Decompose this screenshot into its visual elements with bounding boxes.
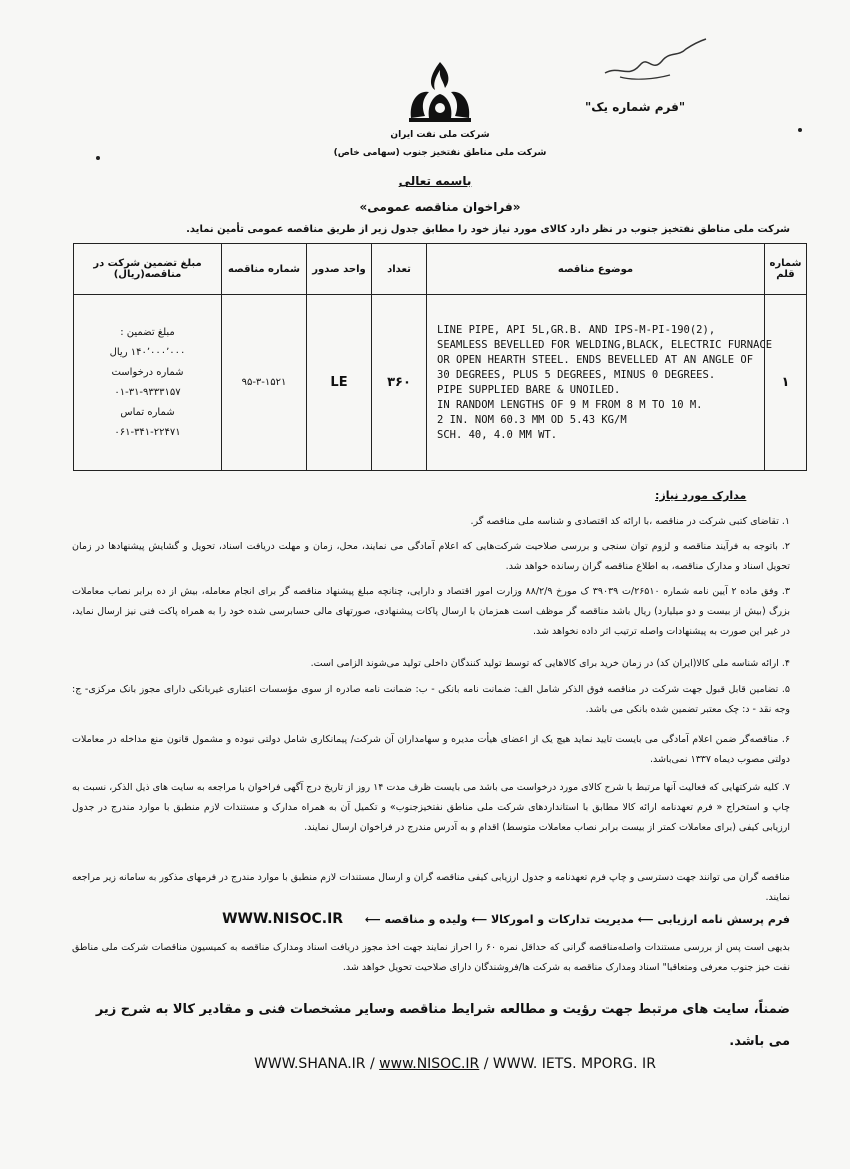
cell-subject [427,295,773,471]
company-name: شرکت ملی نفت ایران [390,130,490,140]
path-arrow-icon: ⟵ [637,913,654,926]
documents-title: مدارک مورد نیاز: [655,489,747,502]
document-item-3: ۳. وفق ماده ۲ آیین نامه شماره ۲۶۵۱۰/ت ۳۹۰۳۹ ک مورخ ۸۸/۲/۹ وزارت امور اقتصاد و دارایی، چنانچه مبلغ پیشنهاد مناقصه گر برای انجام معامله، بیش از ده برابر نصاب معاملات بزرگ (بیش از بیست و دو میلیارد) ریال باشد مناقصه گر موظف است همزمان با ارسال پاکات پیشنهادی، صورتهای مالی حسابرسی شده خود را به همراه پاکت فنی نیز ارسال نماید، در غیر این صورت به پیشنهادات واصله ترتیب اثر داده نخواهد شد. [72,586,790,637]
document-item-5: ۵. تضامین قابل قبول جهت شرکت در مناقصه فوق الذکر شامل الف: ضمانت نامه بانکی - ب: ضمانت نامه صادره از سوی مؤسسات اعتباری غیربانکی دارای مجوز بانک مرکزی- ج: وجه نقد - د: چک معتبر تضمین شده بانکی می باشد. [72,684,790,715]
navigation-path [150,911,790,927]
document-item-8: مناقصه گران می توانند جهت دسترسی و چاپ فرم تعهدنامه و جدول ارزیابی کیفی مناقصه گران و ارسال مستندات لازم منطبق با موارد مندرج در فرمهای مذکور به سامانه زیر مراجعه نمایند. [72,872,790,903]
request-label: شماره درخواست [111,366,184,378]
page-title: «فراخوان مناقصه عمومی» [359,200,521,214]
path-part-1: فرم پرسش نامه ارزیابی [657,913,790,926]
bismillah-heading: باسمه تعالی [398,174,472,188]
intro-text: شرکت ملی مناطق نفتخیز جنوب در نظر دارد کالای مورد نیاز خود را مطابق جدول زیر از طریق مناقصه عمومی تأمین نماید. [186,224,790,235]
header-row-no: شماره قلم [765,244,807,295]
path-arrow-icon: ⟵ [471,913,488,926]
header-guarantee: مبلغ تضمین شرکت در مناقصه(ریال) [74,244,222,295]
path-arrow-icon: ⟵ [364,913,381,926]
path-part-2: مدیریت تدارکات و امورکالا [490,913,634,926]
company-subtitle: شرکت ملی مناطق نفتخیز جنوب (سهامی خاص) [333,148,547,158]
nisoc-site-link[interactable]: WWW.NISOC.IR [222,911,344,927]
subject-line: SCH. 40, 4.0 MM WT. [437,428,558,441]
guarantee-label: مبلغ تضمین : [120,326,175,338]
cell-qty: ۳۶۰ [372,295,427,471]
cell-row-no: ۱ [765,295,807,471]
shana-site-link[interactable]: WWW.SHANA.IR [254,1056,366,1072]
table-header-row [74,244,807,295]
tender-table [73,243,807,471]
nisoc-footer-link[interactable]: www.NISOC.IR [379,1056,480,1072]
subject-line: SEAMLESS BEVELLED FOR WELDING,BLACK, ELECTRIC FURNACE [437,338,773,351]
cell-unit: LE [307,295,372,471]
footer-sites [195,1056,715,1072]
scan-dot [96,156,100,160]
header-subject: موضوع مناقصه [427,244,765,295]
nioc-flame-logo [405,60,475,124]
footer-separator: / [370,1056,380,1072]
path-part-3: ولیده و مناقصه [384,913,468,926]
cell-guarantee [74,295,222,471]
subject-line: 2 IN. NOM 60.3 MM OD 5.43 KG/M [437,413,627,426]
document-item-2: ۲. باتوجه به فرآیند مناقصه و لزوم توان سنجی و بررسی صلاحیت شرکت‌هایی که اعلام آمادگی می نمایند، محل، زمان و مهلت دریافت اسناد، تحویل و گشایش پیشنهادها در زمان تحویل اسناد و مدارک مناقصه، به اطلاع مناقصه گران رسانده خواهد شد. [72,541,790,572]
request-value: ۰۱-۳۱-۹۳۳۳۱۵۷ [114,386,181,398]
header-qty: تعداد [372,244,427,295]
document-item-7: ۷. کلیه شرکتهایی که فعالیت آنها مرتبط با شرح کالای مورد درخواست می باشد می بایست ظرف مدت ۱۴ روز از تاریخ درج آگهی فراخوان با مراجعه به سایت های ذیل الذکر، نسبت به چاپ و استخراج « فرم تعهدنامه ارائه کالا مطابق با استانداردهای شرکت ملی مناطق نفتخیزجنوب» و تکمیل آن به همراه مدارک و مستندات لازم منطبق با موارد مندرج در جدول ارزیابی کیفی (برای معاملات کمتر از بیست برابر نصاب معاملات متوسط) اقدام و به آدرس مندرج در فراخوان ارسال نمایند. [72,782,790,833]
subject-line: LINE PIPE, API 5L,GR.B. AND IPS-M-PI-190(2), [437,323,716,336]
footer-separator: / [483,1056,493,1072]
contact-value: ۰۶۱-۳۴۱-۲۲۴۷۱ [114,426,181,438]
handwritten-signature [600,35,710,85]
guarantee-value: ۱۴۰٬۰۰۰٬۰۰۰ ریال [109,346,186,358]
subject-line: OR OPEN HEARTH STEEL. ENDS BEVELLED AT AN ANGLE OF [437,353,754,366]
subject-line: PIPE SUPPLIED BARE & UNOILED. [437,383,621,396]
subject-line: IN RANDOM LENGTHS OF 9 M FROM 8 M TO 10 M. [437,398,703,411]
form-number-label: "فرم شماره یک" [585,100,686,114]
document-item-4: ۴. ارائه شناسه ملی کالا(ایران کد) در زمان خرید برای کالاهایی که توسط تولید کنندگان داخلی تولید می‌شوند الزامی است. [310,658,790,669]
header-unit: واحد صدور [307,244,372,295]
closing-paragraph: بدیهی است پس از بررسی مستندات واصله‌مناقصه گرانی که حداقل نمره ۶۰ را احراز نمایند جهت اخذ مجوز دریافت اسناد ومدارک مناقصه به کمیسیون مناقصات شرکت ملی مناطق نفت خیز جنوب معرفی ومتعاقبا" اسناد ومدارک مناقصه به شرکت ها/فروشندگان دارای صلاحیت تحویل خواهد شد. [72,942,790,973]
document-item-1: ۱. تقاضای کتبی شرکت در مناقصه ،با ارائه کد اقتصادی و شناسه ملی مناقصه گر. [470,516,790,527]
sites-note: ضمناً، سایت های مرتبط جهت رؤیت و مطالعه شرایط مناقصه وسایر مشخصات فنی و مقادیر کالا به شرح زیر می باشد. [95,1002,790,1049]
contact-label: شماره تماس [120,406,175,418]
subject-line: 30 DEGREES, PLUS 5 DEGREES, MINUS 0 DEGREES. [437,368,716,381]
document-item-6: ۶. مناقصه‌گر ضمن اعلام آمادگی می بایست تایید نماید هیچ یک از اعضای هیأت مدیره و سهامداران آن شرکت/ پیمانکاری شامل دولتی نبوده و مشمول قانون منع مداخله در معاملات دولتی مصوب دیماه ۱۳۳۷ نمی‌باشد. [72,734,790,765]
table-row [74,295,807,471]
iets-site-link[interactable]: WWW. IETS. MPORG. IR [492,1056,656,1072]
cell-tender-no: ۹۵-۳-۱۵۲۱ [222,295,307,471]
scan-dot [798,128,802,132]
header-tender-no: شماره مناقصه [222,244,307,295]
